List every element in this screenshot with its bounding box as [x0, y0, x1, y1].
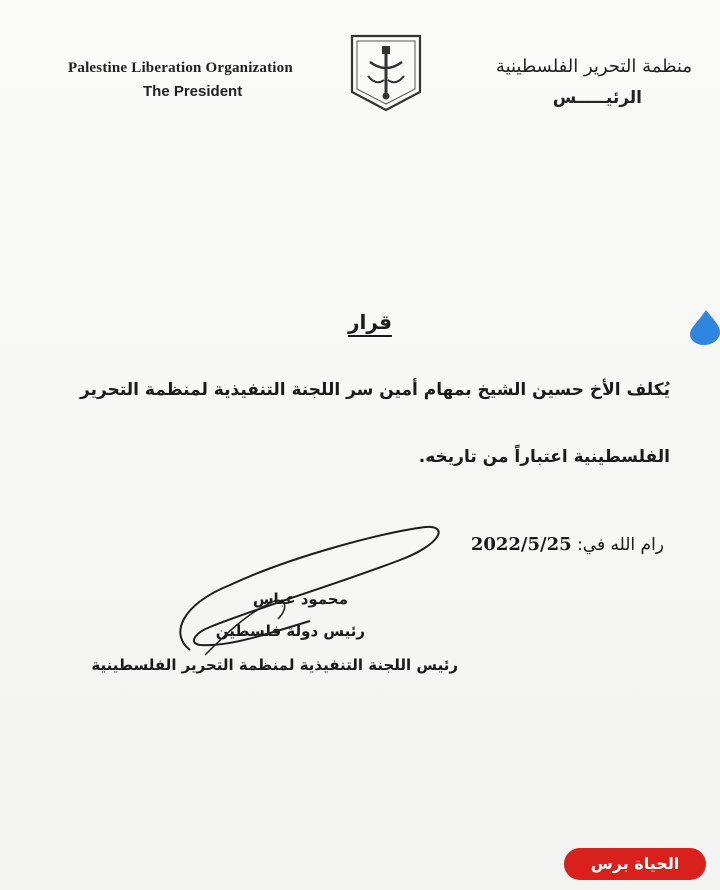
- decision-text-line-1: يُكلف الأخ حسين الشيخ بمهام أمين سر اللجنة التنفيذية لمنظمة التحرير: [80, 380, 670, 400]
- organization-name-en: Palestine Liberation Organization: [68, 60, 293, 76]
- watermark-badge: الحياة برس: [564, 848, 706, 880]
- decision-heading: قرار: [348, 310, 392, 334]
- decision-text-line-2: الفلسطينية اعتباراً من تاريخه.: [418, 447, 670, 467]
- dateline-date: 2022/5/25: [470, 534, 572, 555]
- signatory-title-2: رئيس اللجنة التنفيذية لمنظمة التحرير الفلسطينية: [91, 656, 458, 674]
- plo-emblem-icon: [346, 30, 426, 114]
- dateline: [471, 534, 664, 555]
- president-title-ar: الرئيـــــس: [552, 88, 642, 108]
- handwritten-signature: [150, 515, 450, 665]
- water-drop-icon: [686, 306, 720, 346]
- signatory-title-1: رئيس دولة فلسطين: [215, 622, 365, 640]
- dateline-place: رام الله في:: [577, 535, 664, 555]
- president-title-en: The President: [143, 83, 243, 100]
- signatory-name: محمود عباس: [252, 590, 348, 608]
- organization-name-ar: منظمة التحرير الفلسطينية: [495, 56, 692, 77]
